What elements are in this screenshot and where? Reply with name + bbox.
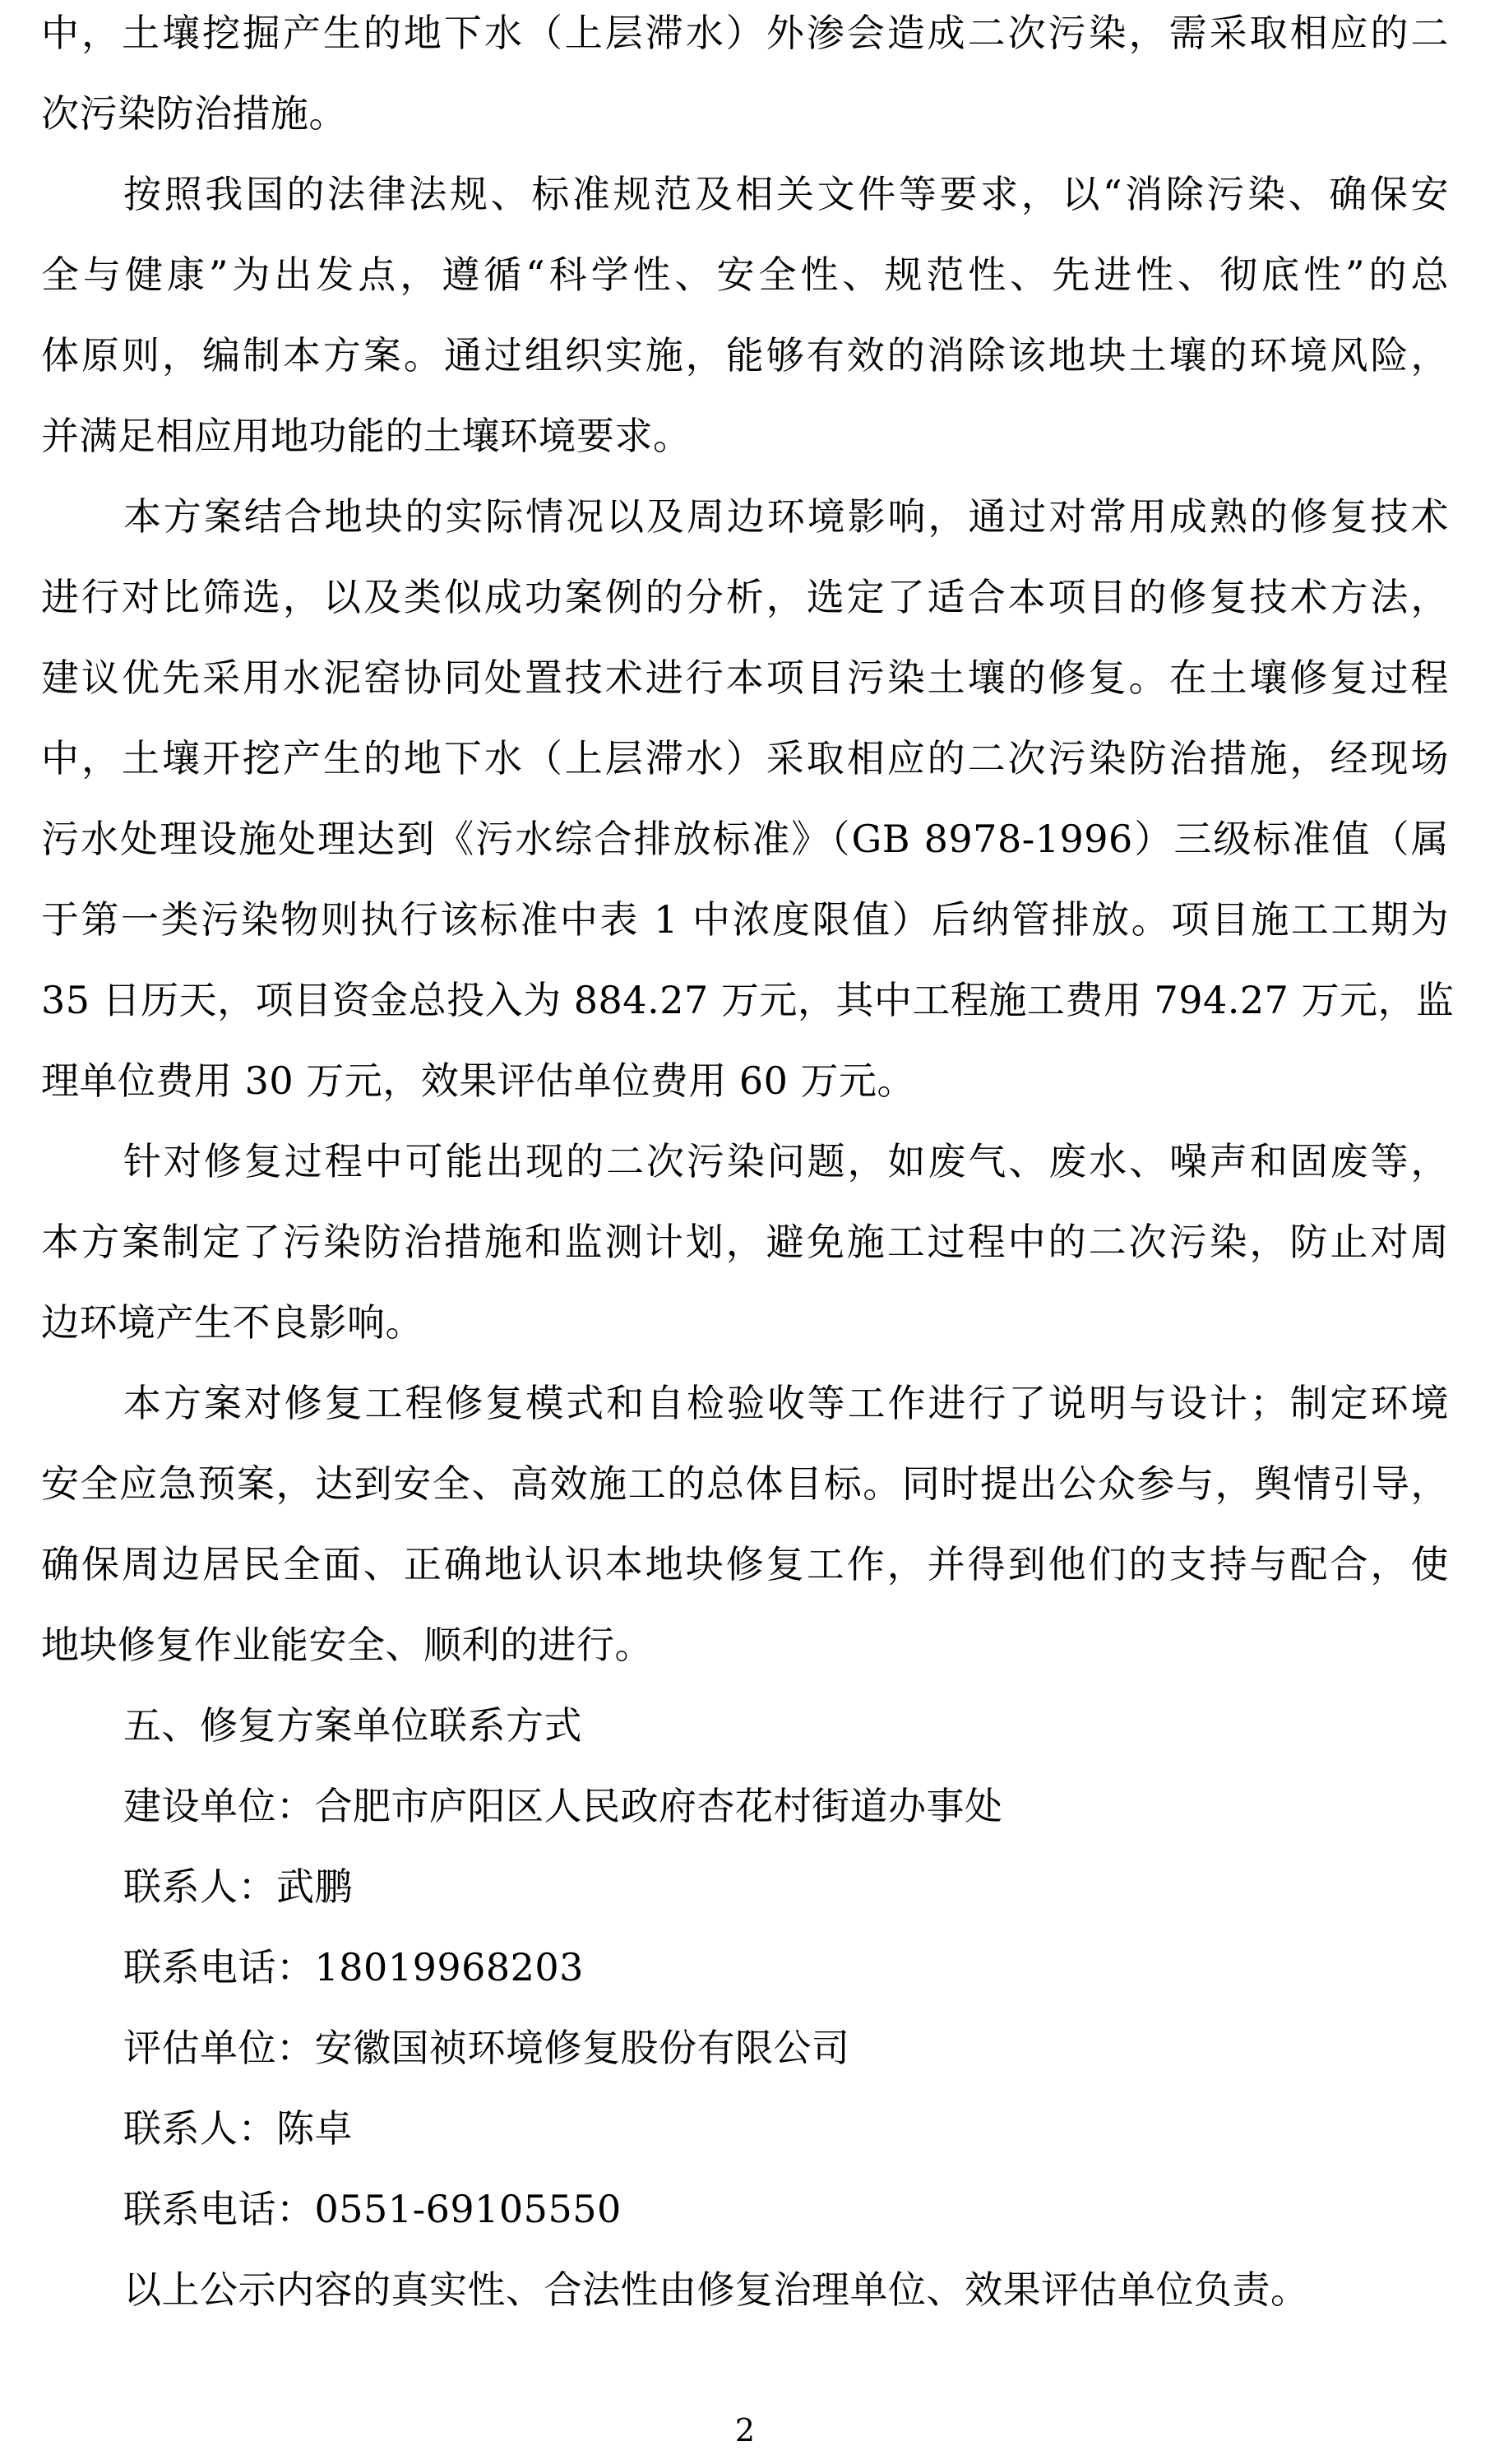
body-text-line: 体原则，编制本方案。通过组织实施，能够有效的消除该地块土壤的环境风险， [41,333,1449,377]
body-text-line: 确保周边居民全面、正确地认识本地块修复工作，并得到他们的支持与配合，使 [41,1542,1449,1586]
evaluation-contact: 联系人：陈卓 [123,2106,353,2151]
construction-unit: 建设单位：合肥市庐阳区人民政府杏花村街道办事处 [123,1784,1003,1828]
body-text-line: 本方案制定了污染防治措施和监测计划，避免施工过程中的二次污染，防止对周 [41,1220,1449,1264]
body-text-line: 于第一类污染物则执行该标准中表 1 中浓度限值）后纳管排放。项目施工工期为 [41,897,1449,942]
construction-contact: 联系人：武鹏 [123,1864,353,1909]
responsibility-statement: 以上公示内容的真实性、合法性由修复治理单位、效果评估单位负责。 [123,2267,1309,2312]
body-text-line: 本方案结合地块的实际情况以及周边环境影响，通过对常用成熟的修复技术 [123,494,1449,539]
page-number: 2 [734,2412,756,2448]
body-text-line: 全与健康”为出发点，遵循“科学性、安全性、规范性、先进性、彻底性”的总 [41,252,1449,297]
body-text-line: 35 日历天，项目资金总投入为 884.27 万元，其中工程施工费用 794.27 万元，监 [41,978,1455,1022]
body-text-line: 边环境产生不良影响。 [41,1300,423,1345]
body-text-line: 中，土壤挖掘产生的地下水（上层滞水）外渗会造成二次污染，需采取相应的二 [41,11,1449,55]
body-text-line: 地块修复作业能安全、顺利的进行。 [41,1623,653,1667]
body-text-line: 中，土壤开挖产生的地下水（上层滞水）采取相应的二次污染防治措施，经现场 [41,736,1449,780]
body-text-line: 次污染防治措施。 [41,91,347,136]
body-text-line: 污水处理设施处理达到《污水综合排放标准》（GB 8978-1996）三级标准值（属 [41,817,1449,861]
body-text-line: 并满足相应用地功能的土壤环境要求。 [41,414,692,458]
evaluation-phone: 联系电话：0551-69105550 [123,2187,622,2231]
body-text-line: 按照我国的法律法规、标准规范及相关文件等要求，以“消除污染、确保安 [123,172,1449,216]
body-text-line: 建议优先采用水泥窑协同处置技术进行本项目污染土壤的修复。在土壤修复过程 [41,655,1449,700]
body-text-line: 针对修复过程中可能出现的二次污染问题，如废气、废水、噪声和固废等， [123,1139,1449,1183]
body-text-line: 理单位费用 30 万元，效果评估单位费用 60 万元。 [41,1058,916,1103]
body-text-line: 进行对比筛选，以及类似成功案例的分析，选定了适合本项目的修复技术方法， [41,575,1449,619]
section-heading: 五、修复方案单位联系方式 [123,1703,582,1748]
evaluation-unit: 评估单位：安徽国祯环境修复股份有限公司 [123,2026,850,2070]
body-text-line: 安全应急预案，达到安全、高效施工的总体目标。同时提出公众参与，舆情引导， [41,1461,1449,1506]
construction-phone: 联系电话：18019968203 [123,1945,584,1989]
body-text-line: 本方案对修复工程修复模式和自检验收等工作进行了说明与设计；制定环境 [123,1381,1449,1425]
